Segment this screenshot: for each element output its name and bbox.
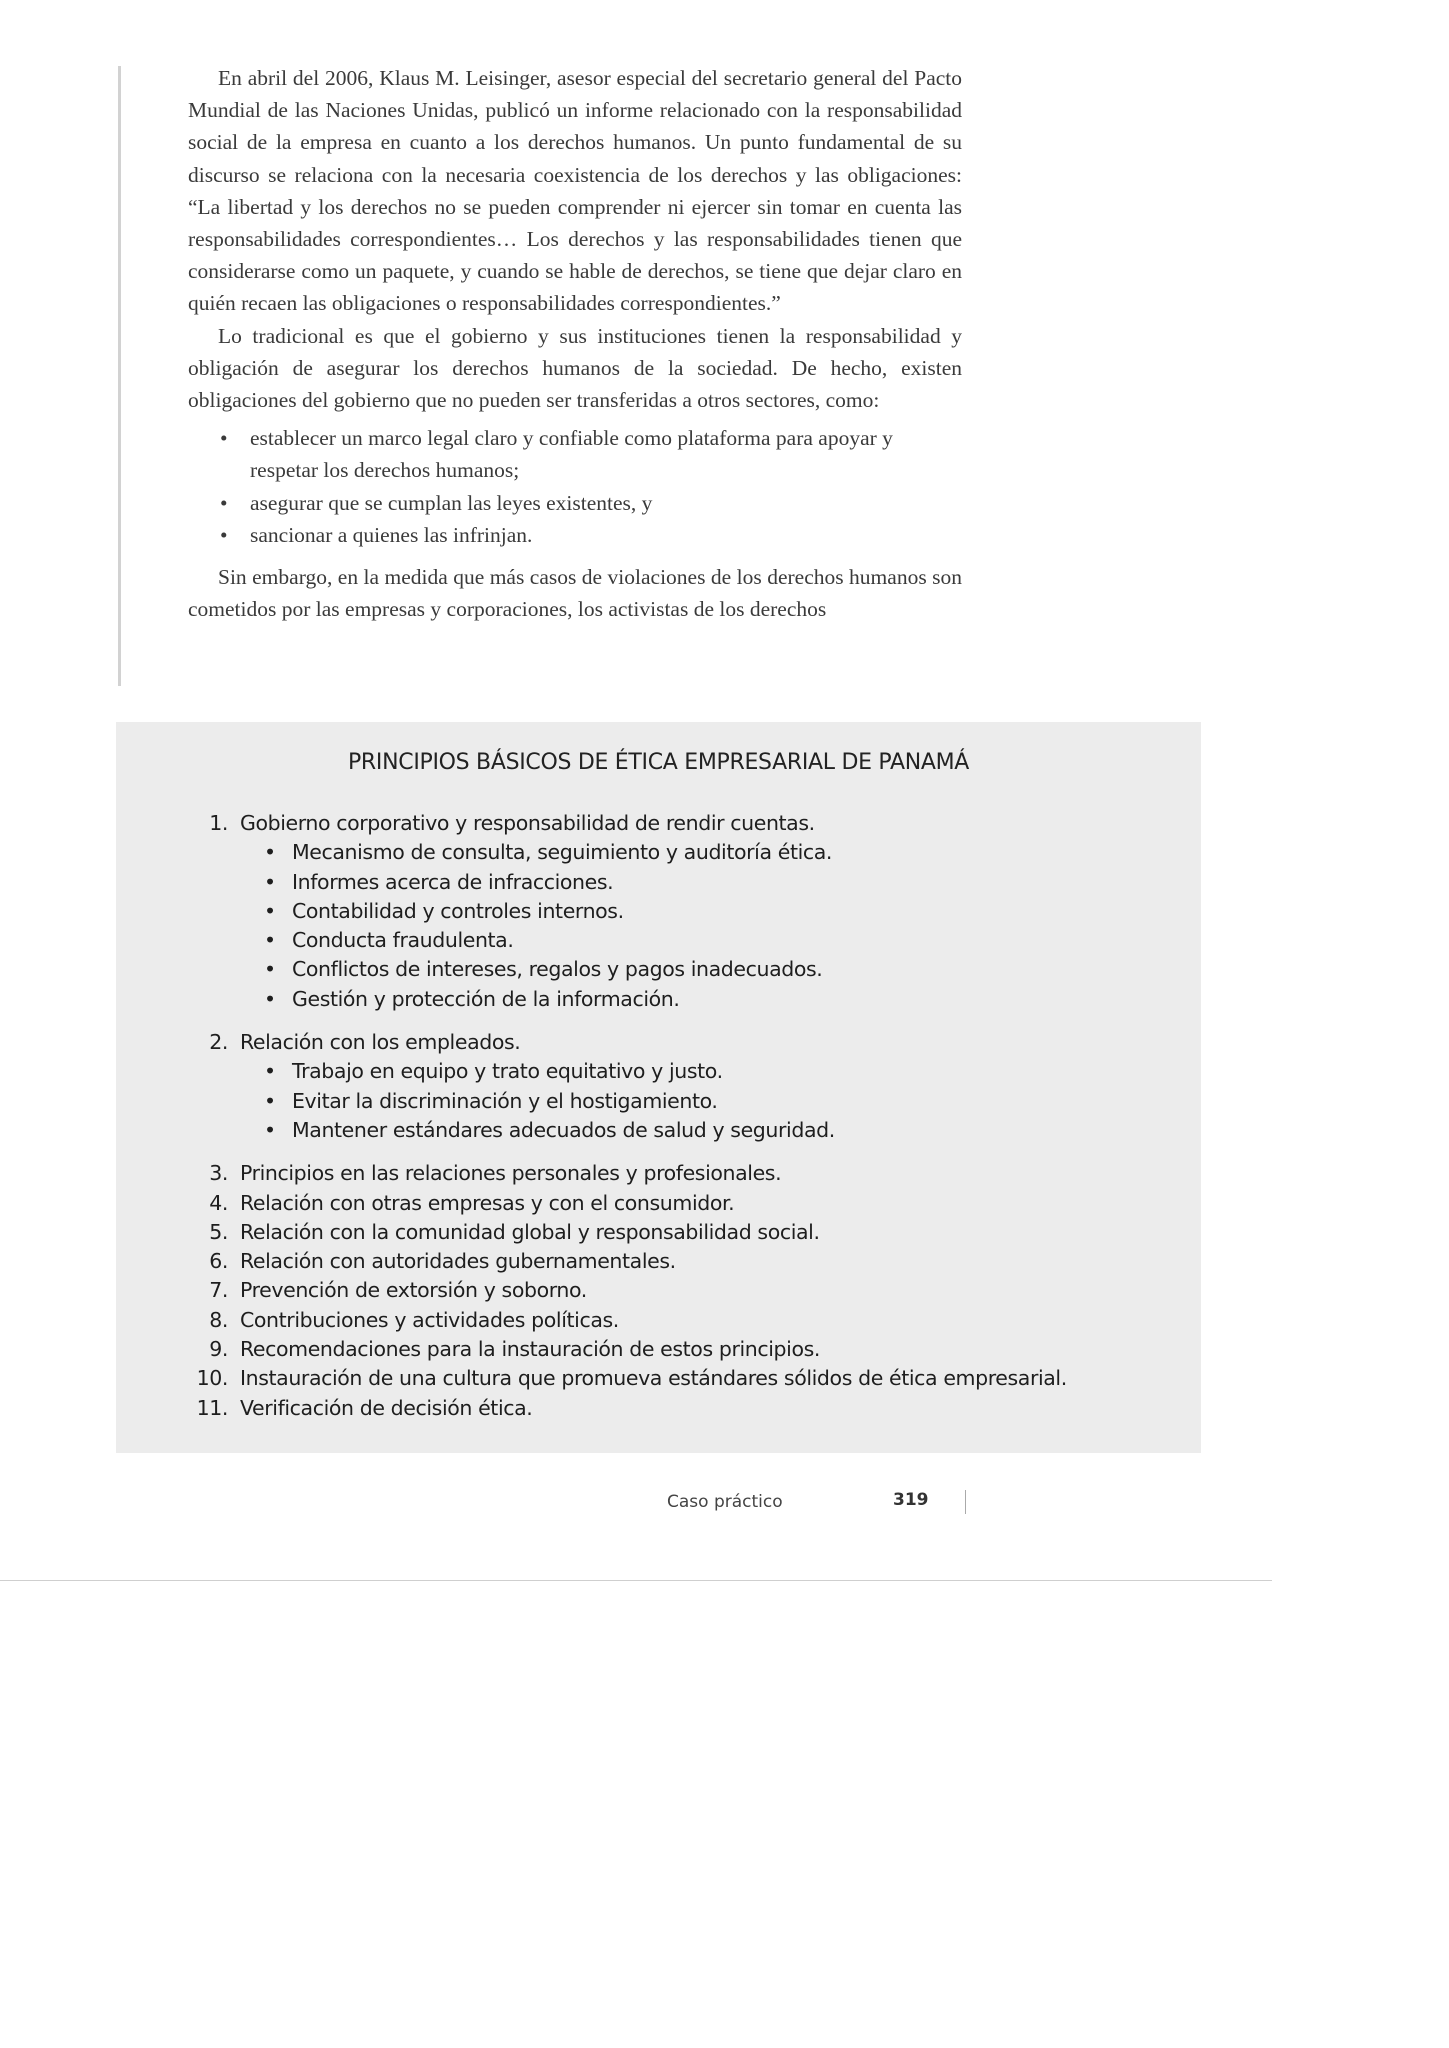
item-text: Contribuciones y actividades políticas.	[240, 1307, 619, 1332]
item-number: 9.	[209, 1337, 228, 1362]
bullet-list	[188, 422, 962, 551]
footer-section-label: Caso práctico	[667, 1492, 783, 1512]
bullet-item: • sancionar a quienes las infrinjan.	[250, 519, 962, 551]
footer-divider	[965, 1490, 966, 1514]
principle-item	[176, 809, 1067, 838]
item-text: Instauración de una cultura que promueva estándares sólidos de ética empresarial.	[240, 1366, 1067, 1391]
item-number: 2.	[209, 1030, 228, 1055]
item-number: 3.	[209, 1161, 228, 1186]
bullet-item: • asegurar que se cumplan las leyes existentes, y	[250, 487, 962, 519]
principle-subitem	[176, 868, 1067, 897]
subitem-text: Informes acerca de infracciones.	[292, 869, 614, 894]
item-number: 4.	[209, 1190, 228, 1215]
principles-box	[116, 722, 1201, 1453]
principle-item	[176, 1189, 1067, 1218]
item-text: Recomendaciones para la instauración de estos principios.	[240, 1337, 820, 1362]
principle-item	[176, 1028, 1067, 1057]
item-number: 11.	[196, 1395, 228, 1420]
principle-item	[176, 1276, 1067, 1305]
principle-item	[176, 1364, 1067, 1393]
paragraph: Sin embargo, en la medida que más casos de violaciones de los derechos humanos son cometidos por las empresas y corporaciones, los activistas de los derechos	[188, 565, 962, 622]
principle-item	[176, 1218, 1067, 1247]
bullet-icon: •	[264, 869, 276, 894]
subitem-text: Mecanismo de consulta, seguimiento y auditoría ética.	[292, 840, 833, 865]
principle-subitem	[176, 985, 1067, 1014]
principle-subitem	[176, 1057, 1067, 1086]
bullet-icon: •	[264, 840, 276, 865]
item-text: Principios en las relaciones personales y profesionales.	[240, 1161, 782, 1186]
principle-item	[176, 1159, 1067, 1188]
bullet-item: • establecer un marco legal claro y confiable como plataforma para apoyar y respetar los derechos humanos;	[250, 422, 962, 486]
principle-item	[176, 1306, 1067, 1335]
item-text: Prevención de extorsión y soborno.	[240, 1278, 587, 1303]
body-text	[188, 62, 962, 625]
bullet-icon: •	[264, 957, 276, 982]
item-number: 7.	[209, 1278, 228, 1303]
item-text: Relación con los empleados.	[240, 1030, 521, 1055]
principle-item	[176, 1247, 1067, 1276]
spacer	[176, 1145, 1067, 1159]
principle-subitem	[176, 838, 1067, 867]
principle-subitem	[176, 1116, 1067, 1145]
subitem-text: Conducta fraudulenta.	[292, 928, 514, 953]
bullet-icon: •	[264, 928, 276, 953]
bullet-icon: •	[264, 898, 276, 923]
margin-bar	[118, 66, 121, 686]
page-edge-line	[0, 1580, 1272, 1581]
principle-subitem	[176, 955, 1067, 984]
item-number: 5.	[209, 1219, 228, 1244]
item-number: 1.	[209, 811, 228, 835]
principle-item	[176, 1335, 1067, 1364]
bullet-icon: •	[264, 1059, 276, 1084]
item-text: Gobierno corporativo y responsabilidad de rendir cuentas.	[240, 811, 815, 835]
item-text: Relación con la comunidad global y responsabilidad social.	[240, 1219, 820, 1244]
subitem-text: Conflictos de intereses, regalos y pagos inadecuados.	[292, 957, 823, 982]
principle-item	[176, 1394, 1067, 1423]
bullet-icon: •	[264, 986, 276, 1011]
spacer	[176, 1014, 1067, 1028]
principle-subitem	[176, 1087, 1067, 1116]
principle-subitem	[176, 926, 1067, 955]
page-number: 319	[893, 1490, 929, 1510]
bullet-icon: •	[264, 1088, 276, 1113]
principle-subitem	[176, 897, 1067, 926]
subitem-text: Trabajo en equipo y trato equitativo y justo.	[292, 1059, 723, 1084]
item-number: 8.	[209, 1307, 228, 1332]
subitem-text: Evitar la discriminación y el hostigamiento.	[292, 1088, 718, 1113]
paragraph: Lo tradicional es que el gobierno y sus instituciones tienen la responsabilidad y obligación de asegurar los derechos humanos de la sociedad. De hecho, existen obligaciones del gobierno que no pueden ser transferidas a otros sectores, como:	[188, 323, 962, 413]
bullet-icon: •	[264, 1117, 276, 1142]
item-number: 10.	[196, 1366, 228, 1391]
principles-list	[176, 809, 1067, 1423]
box-title: PRINCIPIOS BÁSICOS DE ÉTICA EMPRESARIAL DE PANAMÁ	[347, 750, 970, 775]
subitem-text: Mantener estándares adecuados de salud y seguridad.	[292, 1117, 835, 1142]
subitem-text: Gestión y protección de la información.	[292, 986, 680, 1011]
item-number: 6.	[209, 1249, 228, 1274]
item-text: Relación con autoridades gubernamentales.	[240, 1249, 676, 1274]
item-text: Verificación de decisión ética.	[240, 1395, 533, 1420]
subitem-text: Contabilidad y controles internos.	[292, 898, 624, 923]
paragraph: En abril del 2006, Klaus M. Leisinger, asesor especial del secretario general del Pacto Mundial de las Naciones Unidas, publicó un informe relacionado con la responsabilidad social de la empresa en cuanto a los derechos humanos. Un punto fundamental de su discurso se relaciona con la necesaria coexistencia de los derechos y las obligaciones: “La libertad y los derechos no se pueden comprender ni ejercer sin tomar en cuenta las responsabilidades correspondientes… Los derechos y las responsabilidades tienen que considerarse como un paquete, y cuando se hable de derechos, se tiene que dejar claro en quién recaen las obligaciones o responsabilidades correspondientes.”	[188, 66, 962, 316]
item-text: Relación con otras empresas y con el consumidor.	[240, 1190, 735, 1215]
